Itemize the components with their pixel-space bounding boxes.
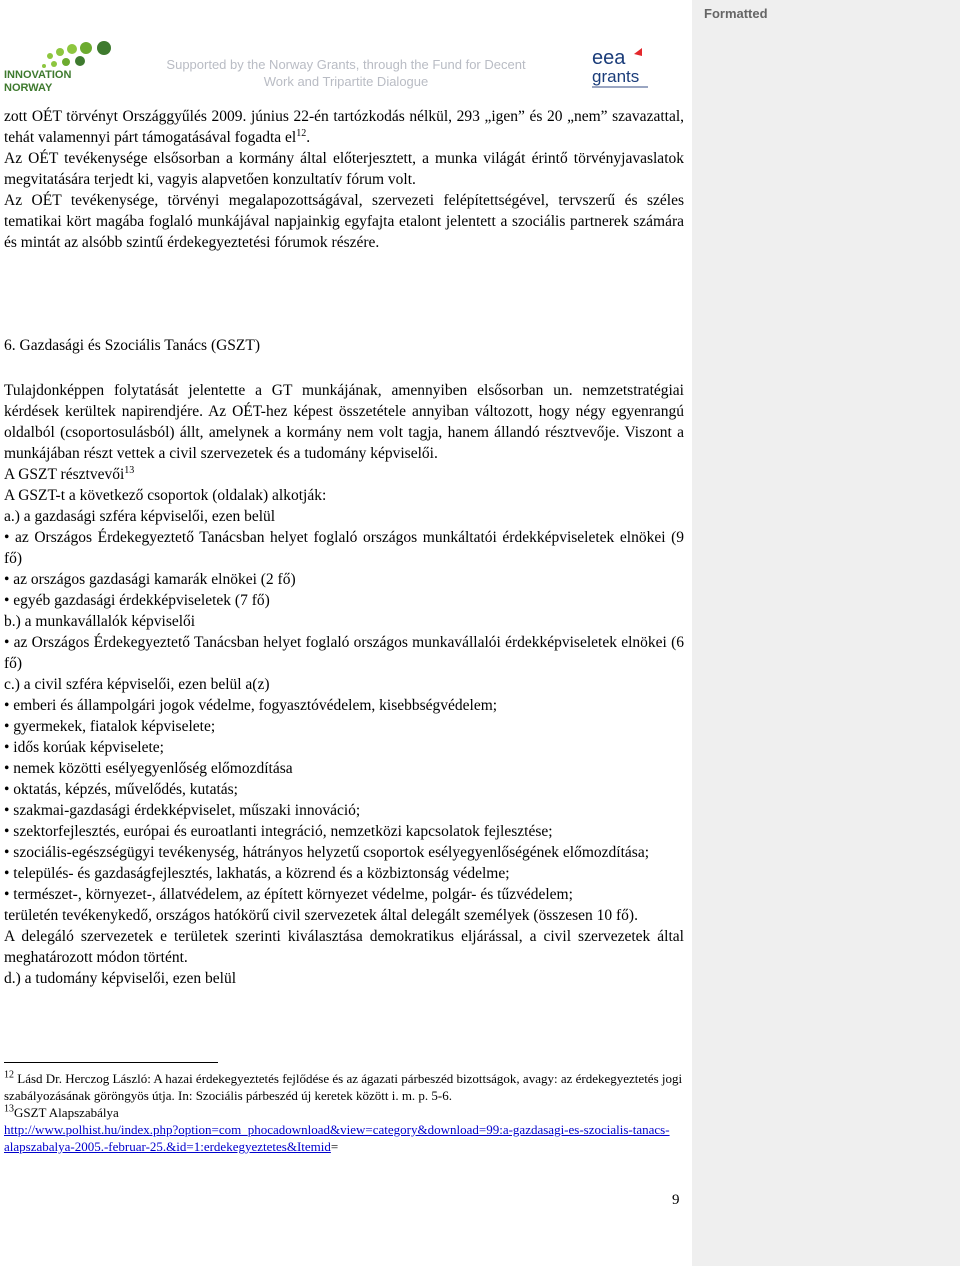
list-item: • szociális-egészségügyi tevékenység, hátrányos helyzetű csoportok esélyegyenlőségének előmozdítása; [4,844,650,861]
footnote-12: $^{12}$ Lásd Dr. Herczog László: A hazai érdekegyeztetés fejlődése és az ágazati párbeszéd bizottságok, avagy: az érdekegyeztetés jogi szabályozásának göröngyös útja. In: Szociális párbeszéd új keretek között i. m. p. 5-6. [4,1069,683,1103]
list-item: • az országos gazdasági kamarák elnökei (2 fő) [4,571,296,588]
section-heading: 6. Gazdasági és Szociális Tanács (GSZT) [4,337,261,354]
list-item: • nemek közötti esélyegyenlőség előmozdítása [4,760,293,777]
svg-text:grants: grants [592,67,640,86]
list-item: • szektorfejlesztés, európai és euroatlanti integráció, nemzetközi kapcsolatok fejlesztése; [4,823,553,840]
list-item: • gyermekek, fiatalok képviselete; [4,718,216,735]
footnote-ref-13[interactable]: 13 [124,464,135,476]
list-item: • egyéb gazdasági érdekképviseletek (7 fő) [4,592,270,609]
paragraph: Az OÉT tevékenysége elsősorban a kormány által előterjesztett, a munka világát érintő törvényjavaslatok megvitatására terjedt ki, vagyis alapvetően konzultatív fórum volt. [4,150,684,188]
footnote-13: $^{13}$GSZT Alapszabálya [4,1103,119,1120]
group-a-heading: a.) a gazdasági szféra képviselői, ezen belül [4,508,276,525]
comment-sidebar [692,0,960,1266]
eea-grants-logo [590,44,658,92]
svg-text:NORWAY: NORWAY [4,82,53,94]
list-item: • település- és gazdaságfejlesztés, lakhatás, a közrend és a közbiztonság védelme; [4,865,510,882]
paragraph: Az OÉT tevékenysége, törvényi megalapozottságával, szervezeti felépítettségével, tervszerű és széles tematikai kört magába foglaló munkájával napjainkig egyfajta etalont jelentett a szociális partnerek számára és mintát az alsóbb szintű érdekegyeztetési fórumok részére. [4,192,684,251]
footnote-13-link-line: http://www.polhist.hu/index.php?option=com_phocadownload&view=category&download=99:a-gazdasagi-es-szocialis-tanacs-alapszabalya-2005.-februar-25.&id=1:erdekegyeztetes&Itemid= [4,1122,670,1154]
list-item: • oktatás, képzés, művelődés, kutatás; [4,781,238,798]
document-body [4,106,684,989]
group-d-heading: d.) a tudomány képviselői, ezen belül [4,970,237,987]
footnote-ref-12[interactable]: 12 [296,127,307,139]
svg-text:INNOVATION: INNOVATION [4,69,72,81]
list-item: • idős korúak képviselete; [4,739,164,756]
list-item: • az Országos Érdekegyeztető Tanácsban helyet foglaló országos munkáltatói érdekképviseletek elnökei (9 fő) [4,529,684,567]
svg-text:eea: eea [592,47,626,69]
list-item: • az Országos Érdekegyeztető Tanácsban helyet foglaló országos munkavállalói érdekképviseletek elnökei (6 fő) [4,634,684,672]
page-number: 9 [672,1192,680,1208]
paragraph: A delegáló szervezetek e területek szerinti kiválasztása demokratikus eljárással, a civil szervezetek által meghatározott módon történt. [4,928,684,966]
list-item: • emberi és állampolgári jogok védelme, fogyasztóvédelem, kisebbségvédelem; [4,697,498,714]
list-item: területén tevékenykedő, országos hatókörű civil szervezetek által delegált személyek (összesen 10 fő). [4,907,638,924]
supported-by-text: Supported by the Norway Grants, through the Fund for Decent Work and Tripartite Dialogue [166,57,526,89]
footnotes [4,1070,684,1155]
group-b-heading: b.) a munkavállalók képviselői [4,613,196,630]
groups-intro: A GSZT-t a következő csoportok (oldalak) alkotják: [4,487,327,504]
group-c-heading: c.) a civil szféra képviselői, ezen belül a(z) [4,676,270,693]
paragraph: zott OÉT törvényt Országgyűlés 2009. június 22-én tartózkodás nélkül, 293 „igen” és 20 „nem” szavazattal, tehát valamennyi párt támogatásával fogadta $el^{12}$. [4,108,684,146]
formatted-label: Formatted [704,6,768,21]
innovation-norway-logo [4,40,122,96]
footnote-separator [4,1062,218,1063]
list-item: • szakmai-gazdasági érdekképviselet, műszaki innováció; [4,802,361,819]
paragraph: Tulajdonképpen folytatását jelentette a GT munkájának, amennyiben elsősorban un. nemzetstratégiai kérdések kerültek napirendjére. Az OÉT-hez képest összetétele annyiban változott, hogy négy egyenrangú oldalból (csoportosulásból) állt, amelynek a kormány nem volt tagja, hanem állandó résztvevője. Viszont a munkájában részt vettek a civil szervezetek és a tudomány képviselői. [4,382,684,462]
participants-title: A GSZT résztvevői$^{13}$ [4,464,135,483]
polhist-link[interactable]: http://www.polhist.hu/index.php?option=com_phocadownload&view=category&download=99:a-gazdasagi-es-szocialis-tanacs-alapszabalya-2005.-februar-25.&id=1:erdekegyeztetes&Itemid [4,1122,670,1154]
list-item: • természet-, környezet-, állatvédelem, az épített környezet védelme, polgár- és tűzvédelem; [4,886,573,903]
